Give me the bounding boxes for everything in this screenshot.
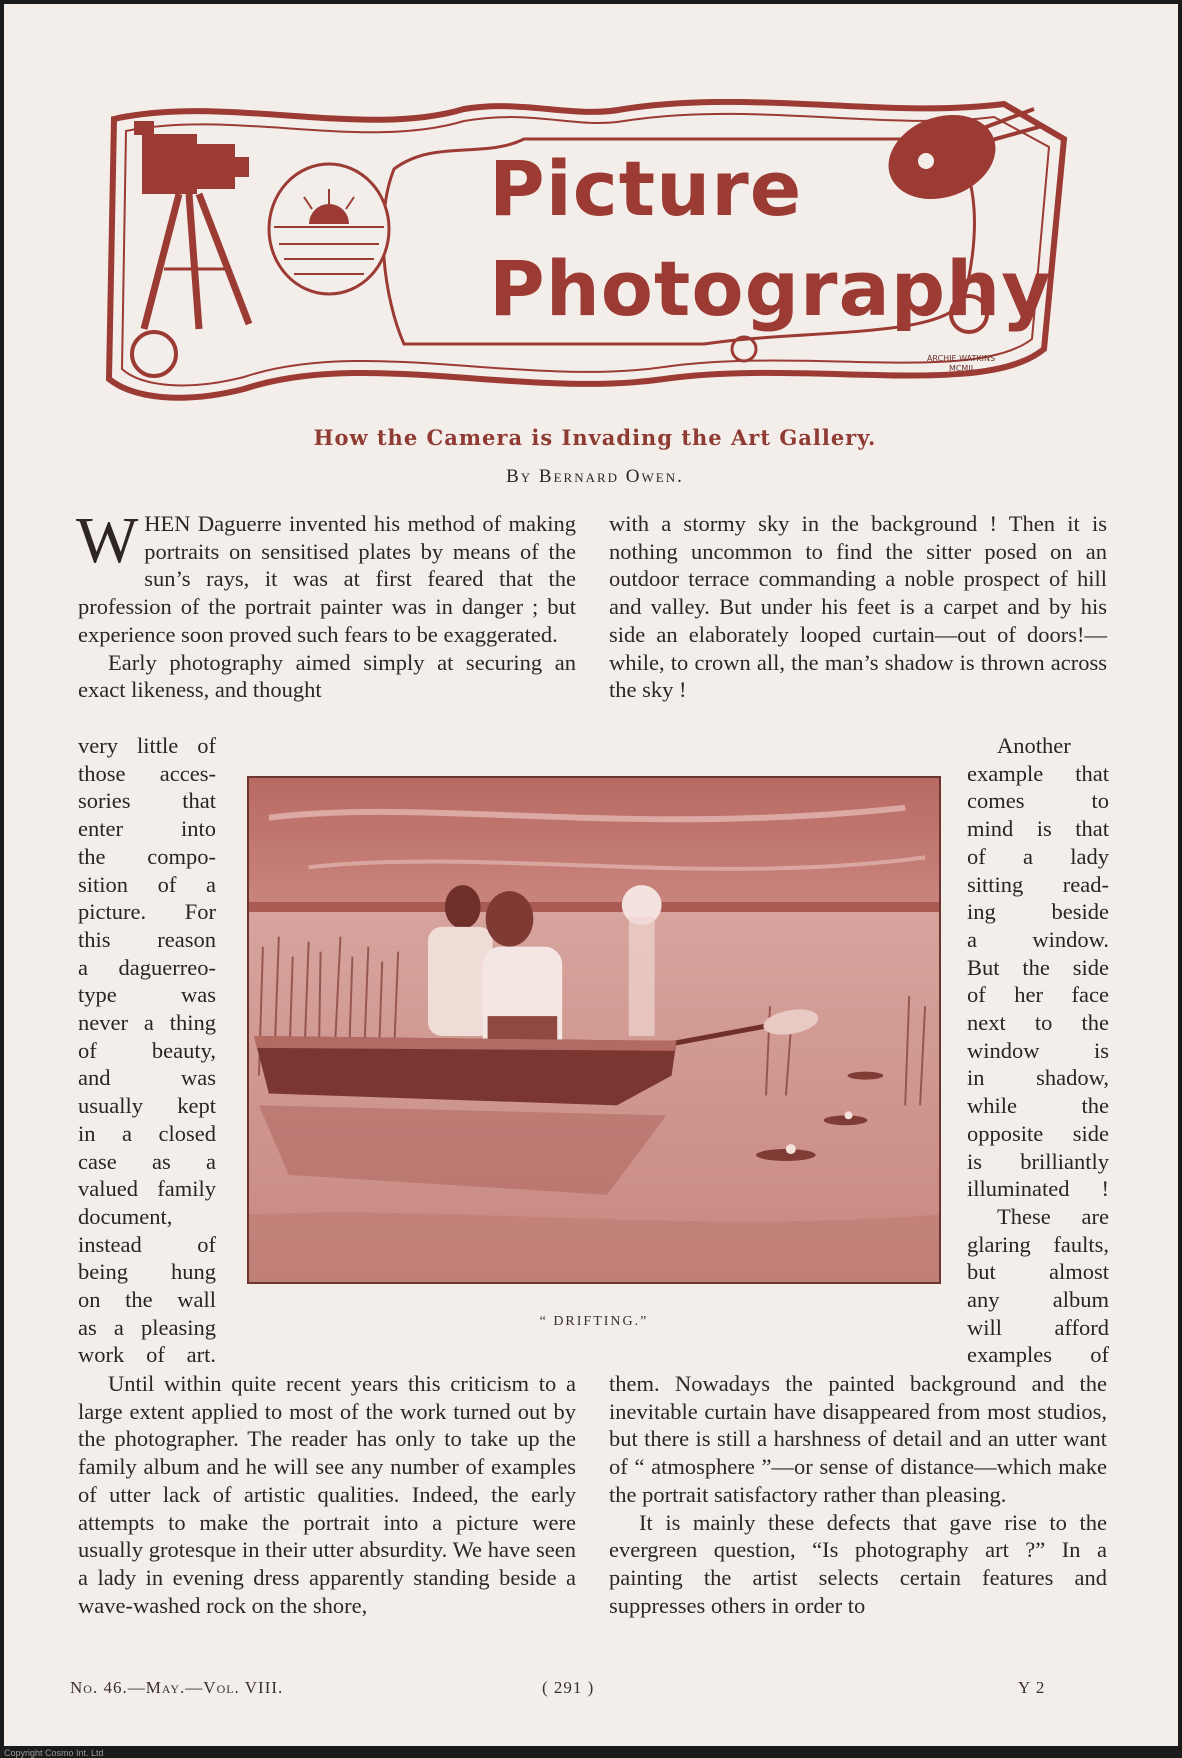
wrap-line: ing beside [967, 899, 1109, 925]
wrap-line: of her face [967, 982, 1109, 1008]
wrap-line: valued family [78, 1176, 216, 1202]
wrap-line: mind is that [967, 816, 1109, 842]
wrap-line: next to the [967, 1010, 1109, 1036]
wrap-line: in a closed [78, 1120, 216, 1146]
paragraph-1: HEN Daguerre invented his method of making portraits on sensitised plates by means of the sun’s rays, it was at first feared that the profession of the portrait painter was in danger ; but experience soon proved such fears to be exaggerated. [78, 511, 576, 647]
left-column-bottom [78, 1370, 576, 1619]
article-subtitle: How the Camera is Invading the Art Gallery. [313, 425, 877, 450]
wrap-line: is brilliantly [967, 1148, 1109, 1174]
wrap-line: work of art. [78, 1342, 216, 1368]
wrap-line: this reason [78, 926, 216, 952]
signature-mark: Y 2 [1018, 1678, 1046, 1697]
drifting-photograph [247, 776, 941, 1284]
wrap-line: as a pleasing [78, 1314, 216, 1340]
title-line-2: Photography [489, 244, 1052, 333]
boat-scene-image [249, 778, 939, 1282]
wrap-line: usually kept [78, 1093, 216, 1119]
paragraph-right-1: with a stormy sky in the background ! Then it is nothing uncommon to find the sitter posed on an outdoor terrace commanding a noble prospect of hill and valley. But under his feet is a carpet and by his side an elaborately looped curtain—out of doors!—while, to crown all, the man’s shadow is thrown across the sky ! [609, 511, 1107, 703]
wrap-line: those acces- [78, 760, 216, 786]
wrap-line: the compo- [78, 843, 216, 869]
wrap-line: But the side [967, 954, 1109, 980]
wrap-line: in shadow, [967, 1065, 1109, 1091]
wrap-line: opposite side [967, 1120, 1109, 1146]
wrap-line: on the wall [78, 1287, 216, 1313]
wrap-line: enter into [78, 816, 216, 842]
footer-issue: No. 46.—May.—Vol. VIII. [70, 1678, 284, 1697]
right-column-wrap [967, 732, 1109, 1369]
palette-icon [877, 101, 1039, 214]
wrap-line: sories that [78, 788, 216, 814]
wrap-line: sitting read- [967, 871, 1109, 897]
wrap-line: sition of a [78, 871, 216, 897]
wrap-line: document, [78, 1203, 173, 1229]
wrap-line: while the [967, 1093, 1109, 1119]
right-column-bottom [609, 1370, 1107, 1619]
paragraph-right-2: them. Nowadays the painted background and the inevitable curtain have disappeared from most studios, but there is still a harshness of detail and an utter want of “ atmosphere ”—or sense of distance—which make the portrait satisfactory rather than pleasing. [609, 1371, 1107, 1507]
right-column-top [609, 510, 1107, 704]
left-column-wrap [78, 732, 216, 1369]
header-banner [104, 99, 1079, 419]
artist-signature: ARCHIE WATKINS MCMII [926, 354, 996, 373]
wrap-line: but almost [967, 1259, 1109, 1285]
wrap-line: being hung [78, 1259, 216, 1285]
figure-caption: “ DRIFTING.” [539, 1314, 649, 1329]
wrap-line: any album [967, 1287, 1109, 1313]
article-byline: By Bernard Owen. [506, 466, 684, 487]
wrap-line: glaring faults, [967, 1231, 1109, 1257]
wrap-line: a window. [967, 926, 1109, 952]
left-column-top [76, 504, 576, 704]
wrap-line: never a thing [78, 1010, 216, 1036]
wrap-line: Another [997, 733, 1071, 758]
paragraph-3: Until within quite recent years this criticism to a large extent applied to most of the work turned out by the photographer. The reader has only to take up the family album and he will see any number of examples of utter lack of artistic qualities. Indeed, the early attempts to make the portrait into a picture were usually grotesque in their utter absurdity. We have seen a lady in evening dress apparently standing beside a wave-washed rock on the shore, [78, 1371, 576, 1618]
page-number: ( 291 ) [542, 1678, 595, 1697]
wrap-line: of beauty, [78, 1037, 216, 1063]
magazine-page [4, 4, 1178, 1746]
wrap-line: very little of [78, 733, 216, 758]
paragraph-2: Early photography aimed simply at securing an exact likeness, and thought [78, 649, 576, 703]
wrap-line: a daguerreo- [78, 954, 216, 980]
wrap-line: and was [78, 1065, 216, 1091]
wrap-line: illuminated ! [967, 1176, 1109, 1202]
sunrise-icon [269, 164, 389, 294]
drop-cap: W [76, 504, 139, 577]
wrap-line: example that [967, 760, 1109, 786]
wrap-line: instead of [78, 1231, 216, 1257]
paragraph-right-3: It is mainly these defects that gave rise to the evergreen question, “Is photography art ?” In a painting the artist selects certain features and suppresses others in order to [609, 1509, 1107, 1618]
wrap-line: comes to [967, 788, 1109, 814]
title-line-1: Picture [489, 144, 803, 233]
copyright-watermark: Copyright Cosmo Int. Ltd [4, 1748, 104, 1758]
wrap-line: will afford [967, 1314, 1109, 1340]
wrap-line: These are [997, 1203, 1109, 1229]
camera-icon [134, 121, 249, 329]
wrap-line: case as a [78, 1148, 216, 1174]
wrap-line: picture. For [78, 899, 216, 925]
wrap-line: of a lady [967, 843, 1109, 869]
wrap-line: type was [78, 982, 216, 1008]
wrap-line: examples of [967, 1342, 1109, 1368]
wrap-line: window is [967, 1037, 1109, 1063]
